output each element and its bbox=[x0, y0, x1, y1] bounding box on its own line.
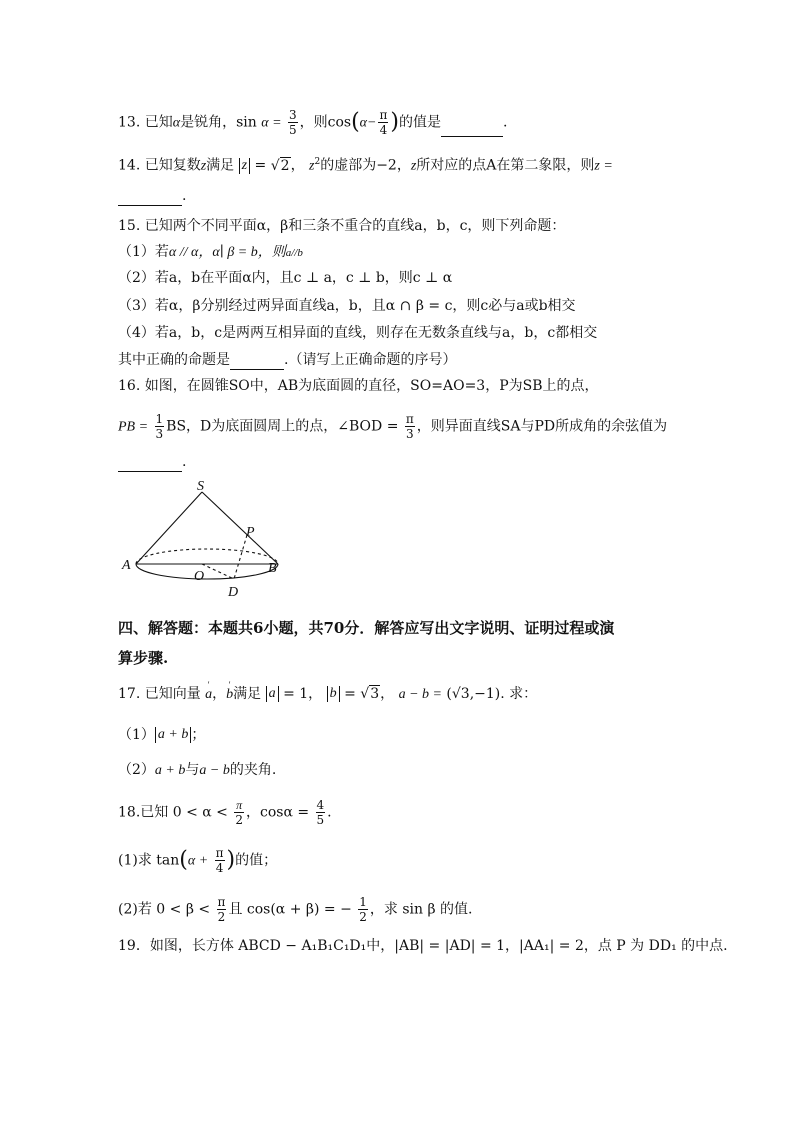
segment-OD bbox=[202, 564, 234, 579]
fraction-pi-4: $\frac{\pi}{4}$ bbox=[379, 108, 388, 137]
answer-blank bbox=[118, 457, 182, 472]
question-15-line5: （4）若a，b，c是两两互相异面的直线，则存在无数条直线与a，b，c都相交 bbox=[118, 325, 598, 341]
fraction-3-5: $\frac{3}{5}$ bbox=[288, 108, 297, 137]
generatrix-SA bbox=[136, 492, 202, 564]
question-18-line1: 18.已知 0 < α < $\frac{\pi}{2}$ ，cosα = $\frac{4}{5}$ . bbox=[118, 798, 332, 827]
label-S: S bbox=[197, 479, 204, 494]
base-ellipse-back bbox=[136, 549, 278, 564]
question-14-blank-line: . bbox=[118, 186, 676, 206]
question-18-part2: (2)若 0 < β < $\frac{\pi}{2}$ 且 cos(α + β) = − $\frac{1}{2}$ ，求 sin β 的值. bbox=[118, 895, 473, 924]
question-16-line2: PB = $\frac{1}{3}$ BS，D为底面圆周上的点，∠BOD = $\frac{\pi}{3}$ ，则异面直线SA与PD所成角的余弦值为 bbox=[118, 412, 668, 441]
base-ellipse-front bbox=[136, 564, 278, 579]
label-P: P bbox=[246, 525, 255, 540]
label-A: A bbox=[122, 558, 131, 573]
question-15-line2: （1）若α // α，α∣ β = b，则a//b bbox=[118, 244, 303, 260]
generatrix-SB bbox=[202, 492, 278, 564]
label-O: O bbox=[194, 569, 205, 584]
answer-blank bbox=[118, 191, 182, 206]
question-15-line3: （2）若a，b在平面α内，且c ⊥ a，c ⊥ b，则c ⊥ α bbox=[118, 270, 453, 286]
question-13: 13. 已知α是锐角，sin α = $\frac{3}{5}$ ，则cos(α− $\frac{\pi}{4}$ )的值是 . bbox=[118, 108, 508, 137]
question-15-line1: 15. 已知两个不同平面α，β和三条不重合的直线a，b，c，则下列命题： bbox=[118, 218, 566, 234]
question-15-line4: （3）若α，β分别经过两异面直线a，b，且α ∩ β = c，则c必与a或b相交 bbox=[118, 298, 576, 314]
question-19: 19．如图，长方体 ABCD − A₁B₁C₁D₁中，|AB| = |AD| = 1，|AA₁| = 2，点 P 为 DD₁ 的中点. bbox=[118, 938, 728, 954]
question-17-part2: （2）a + b与a − b的夹角. bbox=[118, 762, 277, 778]
question-15-line6: 其中正确的命题是 .（请写上正确命题的序号） bbox=[118, 352, 457, 368]
label-D: D bbox=[228, 585, 239, 600]
label-B: B bbox=[268, 561, 277, 576]
answer-blank bbox=[230, 355, 284, 370]
question-18-part1: (1)求 tan(α + $\frac{\pi}{4}$ )的值； bbox=[118, 846, 278, 875]
question-16-blank-line: . bbox=[118, 452, 676, 472]
question-17-part1: （1） a + b ； bbox=[118, 727, 206, 743]
answer-blank bbox=[441, 122, 503, 137]
section-4-heading: 四、解答题：本题共6小题，共70分．解答应写出文字说明、证明过程或演 bbox=[118, 619, 615, 637]
question-14: 14. 已知复数z满足 z = √2， $z^2$的虚部为−2，z所对应的点A在第二象限，则z = bbox=[118, 157, 613, 174]
question-17-line1: 17. 已知向量 ' a，' b满足 a = 1， b = √3， a − b = (√3,−1). 求： bbox=[118, 684, 676, 705]
section-4-heading-cont: 算步骤. bbox=[118, 649, 169, 667]
question-16-line1: 16. 如图，在圆锥SO中，AB为底面圆的直径，SO=AO=3，P为SB上的点， bbox=[118, 378, 599, 394]
segment-PD bbox=[234, 535, 247, 579]
cone-figure bbox=[116, 478, 296, 602]
